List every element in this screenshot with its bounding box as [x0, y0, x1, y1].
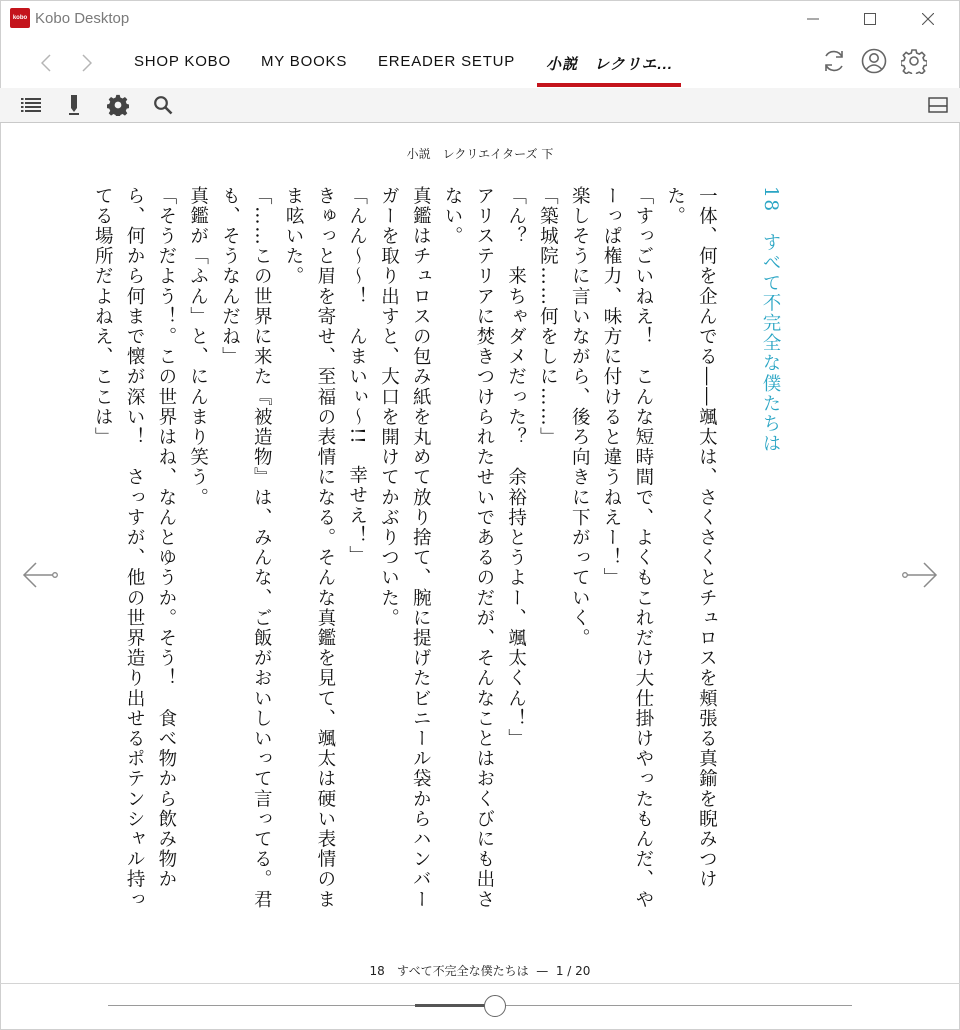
- page-location: [0, 962, 960, 979]
- chevron-right-icon: [82, 54, 92, 72]
- search-icon: [153, 95, 173, 115]
- close-icon: [922, 13, 934, 25]
- account-button[interactable]: [860, 47, 888, 75]
- text-line: 「んん～～！ んまいぃ～!! 幸せえ！」: [346, 186, 368, 566]
- text-line: 一体、何を企んでる――颯太は、さくさくとチュロスを頬張る真鍮を睨みつけた。: [664, 186, 718, 890]
- tab-current-book[interactable]: 小説 レクリエ...: [546, 56, 673, 73]
- footer-separator: —: [536, 964, 549, 978]
- forward-button[interactable]: [76, 52, 98, 74]
- back-button[interactable]: [35, 52, 57, 74]
- user-icon: [861, 48, 887, 74]
- table-of-contents-icon: [21, 97, 41, 113]
- text-line: 楽しそうに言いながら、後ろ向きに下がっていく。: [569, 186, 591, 649]
- text-line: 「すっごいねえ！ こんな短時間で、よくもこれだけ大仕掛けやったもんだ、やーっぱ権力、味方に付けると違うねえー！」: [601, 186, 654, 910]
- arrow-left-icon: [22, 560, 58, 590]
- maximize-icon: [864, 13, 876, 25]
- settings-icon: [107, 94, 129, 116]
- search-button[interactable]: [151, 93, 175, 117]
- chapter-number: 18: [760, 186, 781, 213]
- nav-bar: [0, 38, 960, 88]
- fullscreen-icon: [928, 97, 948, 113]
- chapter-title: すべて不完全な僕たちは: [760, 232, 781, 454]
- text-line: 「築城院……何をしに……」: [537, 186, 559, 448]
- book-title-header: 小説 レクリエイターズ 下: [406, 147, 554, 161]
- tab-shop-kobo[interactable]: SHOP KOBO: [134, 53, 231, 70]
- gear-icon: [901, 48, 927, 74]
- reading-progress-fill: [415, 1004, 495, 1007]
- tab-ereader-setup[interactable]: EREADER SETUP: [378, 53, 516, 70]
- footer-page-number: 1 / 20: [555, 964, 591, 978]
- window-title: Kobo Desktop: [35, 10, 130, 27]
- tab-my-books[interactable]: MY BOOKS: [261, 53, 348, 70]
- maximize-button[interactable]: [847, 0, 893, 38]
- close-button[interactable]: [905, 0, 951, 38]
- toc-button[interactable]: [19, 93, 43, 117]
- sync-icon: [821, 48, 847, 74]
- text-line: 「ん？ 来ちゃダメだった？ 余裕持とうよー、颯太くん！」: [505, 186, 527, 749]
- text-line: 真鑑はチュロスの包み紙を丸めて放り捨て、腕に提げたビニール袋からハンバーガーを取り出すと、大口を開けてかぶりついた。: [378, 186, 432, 910]
- active-tab-indicator: [537, 83, 681, 87]
- minimize-button[interactable]: [790, 0, 836, 38]
- reader-toolbar: [0, 88, 960, 123]
- text-line: アリステリアに焚きつけられたせいであるのだが、そんなことはおくびにも出さない。: [442, 186, 495, 910]
- text-line: きゅっと眉を寄せ、至福の表情になる。そんな真鑑を見て、颯太は硬い表情のまま呟いた。: [283, 186, 336, 910]
- footer-chapter: 18 すべて不完全な僕たちは: [369, 964, 529, 978]
- text-line: 「そうだよう！。この世界はね、なんとゆうか。そう！ 食べ物から飲み物から、何から何まで懐が深い！ さっすが、他の世界造り出せるポテンシャル持ってる場所だよねえ、ここは」: [92, 186, 177, 910]
- page-text: [92, 186, 786, 926]
- next-page-button[interactable]: [902, 560, 938, 590]
- text-line: 真鑑が「ふん」と、にんまり笑う。: [187, 186, 209, 508]
- settings-button[interactable]: [900, 47, 928, 75]
- text-line: 「……この世界に来た『被造物』は、みんな、ご飯がおいしいって言ってる。君も、そうなんだね」: [219, 186, 273, 910]
- sync-button[interactable]: [820, 47, 848, 75]
- chevron-left-icon: [41, 54, 51, 72]
- reading-progress-thumb[interactable]: [484, 995, 506, 1017]
- bottom-divider: [0, 983, 960, 984]
- minimize-icon: [807, 13, 819, 25]
- annotations-button[interactable]: [62, 93, 86, 117]
- previous-page-button[interactable]: [22, 560, 58, 590]
- title-bar: [0, 0, 960, 38]
- highlighter-icon: [67, 94, 81, 116]
- text-line: [722, 186, 754, 926]
- arrow-right-icon: [902, 560, 938, 590]
- chapter-heading: [754, 186, 786, 926]
- reading-settings-button[interactable]: [106, 93, 130, 117]
- kobo-logo-icon: kobo: [10, 8, 30, 28]
- fullscreen-button[interactable]: [926, 93, 950, 117]
